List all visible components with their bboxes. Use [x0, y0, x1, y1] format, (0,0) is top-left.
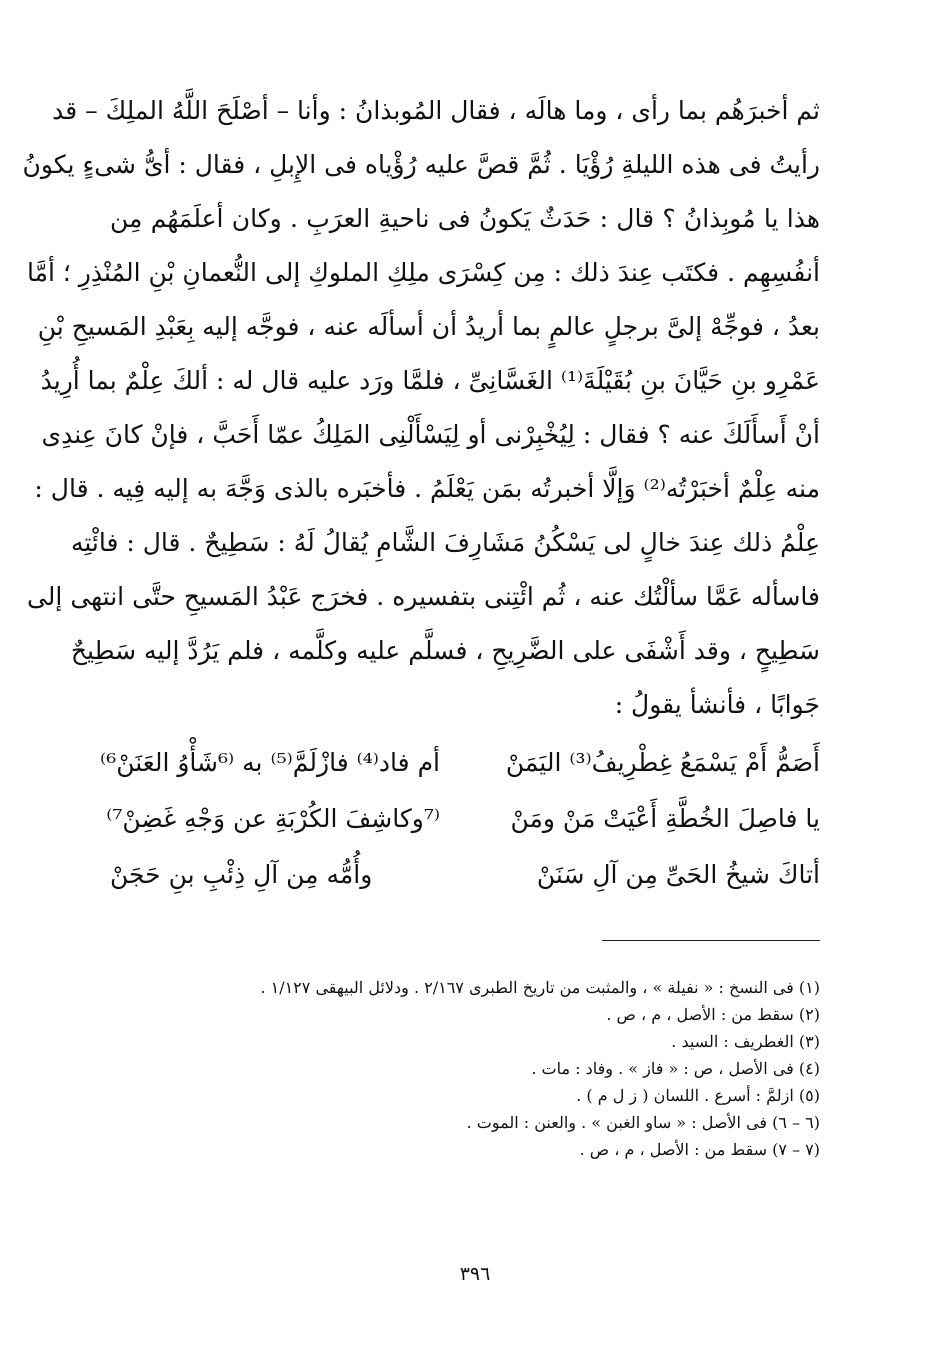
poem-verse: [106, 791, 820, 847]
poem-verse: [100, 735, 820, 791]
text-line: بعدُ ، فوجِّهْ إلىَّ برجلٍ عالمٍ بما أريدُ أن أسألَه عنه ، فوجَّه إليه بِعَبْدِ المَسيحِ بْنِ: [37, 312, 820, 341]
poem-verse: [110, 847, 820, 903]
text-line: منه عِلْمٌ أخبَرْتُه⁽²⁾ وَإلَّا أخبرتُه بمَن يَعْلَمُ . فأخبَره بالذى وَجَّهَ به إليه فِيه . قال :: [34, 474, 820, 503]
text-line: عَمْرِو بنِ حَيَّانَ بنِ بُقَيْلَةَ⁽¹⁾ الغَسَّانِىِّ ، فلمَّا ورَد عليه قال له : ألكَ عِلْمٌ بما أُرِيدُ: [40, 366, 820, 395]
footnote: (٢) سقط من : الأصل ، م ، ص .: [606, 1005, 820, 1024]
text-line: فاسأله عَمَّا سألْتُك عنه ، ثُم ائْتِنى بتفسيره . فخرَج عَبْدُ المَسيحِ حتَّى انتهى إلى: [26, 582, 820, 611]
text-line: رأيتُ فى هذه الليلةِ رُؤْيَا . ثُمَّ قصَّ عليه رُؤْياه فى الإِبلِ ، فقال : أىُّ شىءٍ يكونُ: [22, 150, 820, 179]
poem-first-hemistich: يا فاصِلَ الخُطَّةِ أَعْيَتْ مَنْ ومَنْ: [510, 804, 820, 833]
poem-second-hemistich: وأُمُّه مِن آلِ ذِئْبِ بنِ حَجَنْ: [110, 860, 373, 889]
text-line: أنفُسِهِم . فكتَب عِندَ ذلك : مِن كِسْرَى ملِكِ الملوكِ إلى النُّعمانِ بْنِ المُنْذِرِ ؛ أمَّا: [26, 258, 820, 287]
footnote: (٦ – ٦) فى الأصل : « ساو الغبن » . والعنن : الموت .: [466, 1113, 820, 1132]
footnotes: [110, 974, 820, 1163]
main-text: [22, 84, 820, 732]
footnote: (٧ – ٧) سقط من : الأصل ، م ، ص .: [579, 1140, 820, 1159]
poem-first-hemistich: أَصَمُّ أَمْ يَسْمَعُ غِطْرِيفُ⁽³⁾ اليَمَنْ: [505, 748, 820, 777]
text-line: جَوابًا ، فأنشأ يقولُ :: [614, 690, 820, 719]
text-line: عِلْمُ ذلك عِندَ خالٍ لى يَسْكُنُ مَشَارِفَ الشَّامِ يُقالُ لَهُ : سَطِيحٌ . قال : فائْتِه: [70, 528, 820, 557]
poem: [100, 735, 820, 903]
poem-first-hemistich: أتاكَ شيخُ الحَىِّ مِن آلِ سَنَنْ: [536, 860, 820, 889]
footnote-divider: [602, 940, 820, 941]
text-line: هذا يا مُوبِذانُ ؟ قال : حَدَثٌ يَكونُ فى ناحيةِ العرَبِ . وكان أعلَمَهُم مِن: [110, 204, 820, 233]
text-line: سَطِيحٍ ، وقد أَشْفَى على الضَّرِيحِ ، فسلَّم عليه وكلَّمه ، فلم يَرُدَّ إليه سَطِيحٌ: [70, 636, 820, 665]
footnote: (٤) فى الأصل ، ص : « فاز » . وفاد : مات .: [531, 1059, 820, 1078]
text-line: ثم أخبرَهُم بما رأى ، وما هالَه ، فقال المُوبذانُ : وأنا – أصْلَحَ اللَّهُ الملِكَ – قد: [52, 96, 820, 125]
footnote: (٥) ازلمَّ : أسرع . اللسان ( ز ل م ) .: [576, 1086, 820, 1105]
footnote: (١) فى النسخ : « نفيلة » ، والمثبت من تاريخ الطبرى ٢/١٦٧ . ودلائل البيهقى ١/١٢٧ .: [260, 978, 820, 997]
poem-second-hemistich: ⁽⁷وكاشِفَ الكُرْبَةِ عن وَجْهِ غَضِنْ⁷⁾: [106, 804, 440, 833]
poem-second-hemistich: أم فاد⁽⁴⁾ فازْلَمَّ⁽⁵⁾ به ⁽⁶شَأْوُ العَنَنْ⁶⁾: [100, 748, 440, 777]
footnote: (٣) الغطريف : السيد .: [671, 1032, 820, 1051]
text-line: أنْ أَسأَلَكَ عنه ؟ فقال : لِيُخْبِرْنى أو لِيَسْأَلْنِى المَلِكُ عمّا أَحَبَّ ، فإنْ كانَ عِندِى: [41, 420, 820, 449]
page-number: ٣٩٦: [459, 1263, 491, 1285]
